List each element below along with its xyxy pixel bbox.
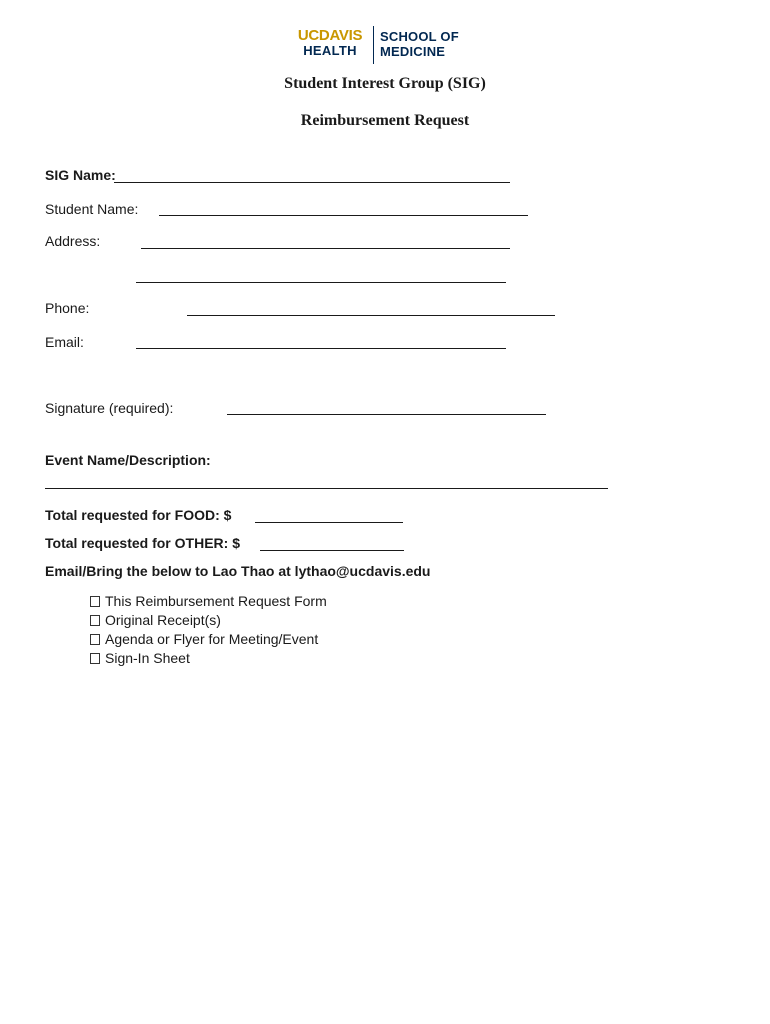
ucdavis-health-wordmark	[292, 28, 368, 58]
address-line-1[interactable]	[141, 248, 510, 249]
ucdavis-health-school-of-medicine-logo	[292, 26, 462, 66]
checklist-item: This Reimbursement Request Form	[90, 592, 327, 611]
checklist	[90, 592, 327, 668]
email-line[interactable]	[136, 348, 506, 349]
other-label: Total requested for OTHER: $	[45, 535, 240, 551]
event-description-line[interactable]	[45, 488, 608, 489]
address-line-2[interactable]	[136, 282, 506, 283]
logo-uc-text: UC	[297, 27, 319, 44]
instruction-text: Email/Bring the below to Lao Thao at lythao@ucdavis.edu	[45, 563, 431, 579]
sig-name-label: SIG Name:	[45, 167, 116, 183]
checklist-item: Original Receipt(s)	[90, 611, 327, 630]
form-subtitle: Reimbursement Request	[300, 112, 470, 129]
phone-label: Phone:	[45, 300, 90, 316]
school-of-medicine-wordmark	[380, 29, 470, 59]
checkbox-icon[interactable]	[90, 596, 100, 607]
logo-school-of-text: SCHOOL OF	[380, 29, 459, 44]
address-label: Address:	[45, 233, 101, 249]
student-name-label: Student Name:	[45, 201, 139, 217]
phone-line[interactable]	[187, 315, 555, 316]
other-amount-line[interactable]	[260, 550, 404, 551]
student-name-line[interactable]	[159, 215, 528, 216]
form-title: Student Interest Group (SIG)	[284, 75, 486, 92]
checkbox-icon[interactable]	[90, 634, 100, 645]
signature-line[interactable]	[227, 414, 546, 415]
logo-health-text: HEALTH	[303, 43, 357, 58]
checklist-item: Agenda or Flyer for Meeting/Event	[90, 630, 327, 649]
logo-medicine-text: MEDICINE	[380, 44, 446, 59]
checkbox-icon[interactable]	[90, 615, 100, 626]
food-label: Total requested for FOOD: $	[45, 507, 232, 523]
food-amount-line[interactable]	[255, 522, 403, 523]
checklist-item: Sign-In Sheet	[90, 649, 327, 668]
event-label: Event Name/Description:	[45, 452, 211, 468]
signature-label: Signature (required):	[45, 400, 174, 416]
logo-divider	[373, 26, 374, 64]
email-label: Email:	[45, 334, 84, 350]
sig-name-line[interactable]	[114, 182, 510, 183]
checkbox-icon[interactable]	[90, 653, 100, 664]
logo-davis-text: DAVIS	[318, 27, 363, 44]
